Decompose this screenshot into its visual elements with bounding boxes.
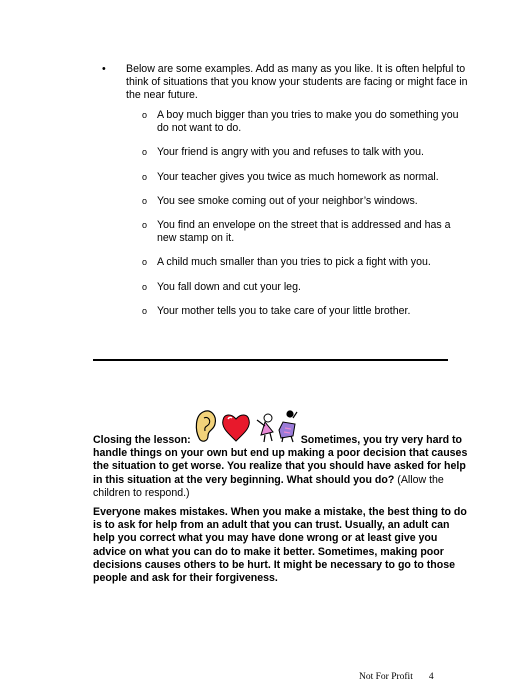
- list-item-text: You fall down and cut your leg.: [157, 280, 301, 293]
- list-marker: o: [142, 257, 148, 268]
- list-item-text: Your friend is angry with you and refuses to talk with you.: [157, 146, 424, 159]
- closing-note: (Allow the children to respond.): [93, 473, 444, 499]
- closing-label: Closing the lesson:: [93, 434, 191, 446]
- list-item: [142, 146, 472, 159]
- list-marker: o: [142, 220, 148, 231]
- section-divider: [93, 359, 448, 361]
- mistakes-paragraph: Everyone makes mistakes. When you make a mistake, the best thing to do is to ask for help from an adult that you can trust. Usually, an adult can help you correct what you may have done wrong or at least give you advice on what you can do to make it better. Sometimes, making poor decisions causes others to be hurt. It might be necessary to go to those people and ask for their forgiveness.: [93, 506, 467, 585]
- intro-bullet: [102, 63, 470, 103]
- footer-label: Not For Profit: [359, 672, 413, 682]
- list-item: [142, 219, 472, 245]
- list-item-text: Your teacher gives you twice as much homework as normal.: [157, 170, 439, 183]
- intro-text: Below are some examples. Add as many as you like. It is often helpful to think of situations that you know your students are facing or might face in the near future.: [126, 63, 468, 102]
- closing-paragraph: [93, 434, 469, 500]
- list-marker: o: [142, 147, 148, 158]
- list-item: [142, 195, 472, 208]
- list-item: [142, 171, 472, 184]
- list-item: [142, 256, 472, 269]
- list-marker: o: [142, 195, 148, 206]
- list-marker: o: [142, 281, 148, 292]
- list-item-text: You find an envelope on the street that is addressed and has a new stamp on it.: [157, 219, 451, 245]
- list-item: [142, 109, 472, 135]
- bullet-marker: •: [102, 63, 106, 75]
- list-item: [142, 305, 472, 318]
- list-item-text: You see smoke coming out of your neighbor’s windows.: [157, 194, 418, 207]
- list-marker: o: [142, 110, 148, 120]
- list-marker: o: [142, 305, 148, 316]
- page-number: 4: [428, 672, 434, 682]
- list-marker: o: [142, 171, 148, 182]
- closing-text: Sometimes, you try very hard to handle things on your own but end up making a poor decision that causes the situation to get worse. You realize that you should have asked for help in this situation at the very beginning. What should you do?: [93, 434, 468, 486]
- list-item-text: A boy much bigger than you tries to make you do something you do not want to do.: [157, 109, 459, 135]
- list-item-text: A child much smaller than you tries to pick a fight with you.: [157, 256, 431, 269]
- page-footer: [359, 672, 434, 682]
- list-item-text: Your mother tells you to take care of your little brother.: [157, 304, 411, 317]
- list-item: [142, 281, 472, 294]
- examples-list: [142, 109, 472, 329]
